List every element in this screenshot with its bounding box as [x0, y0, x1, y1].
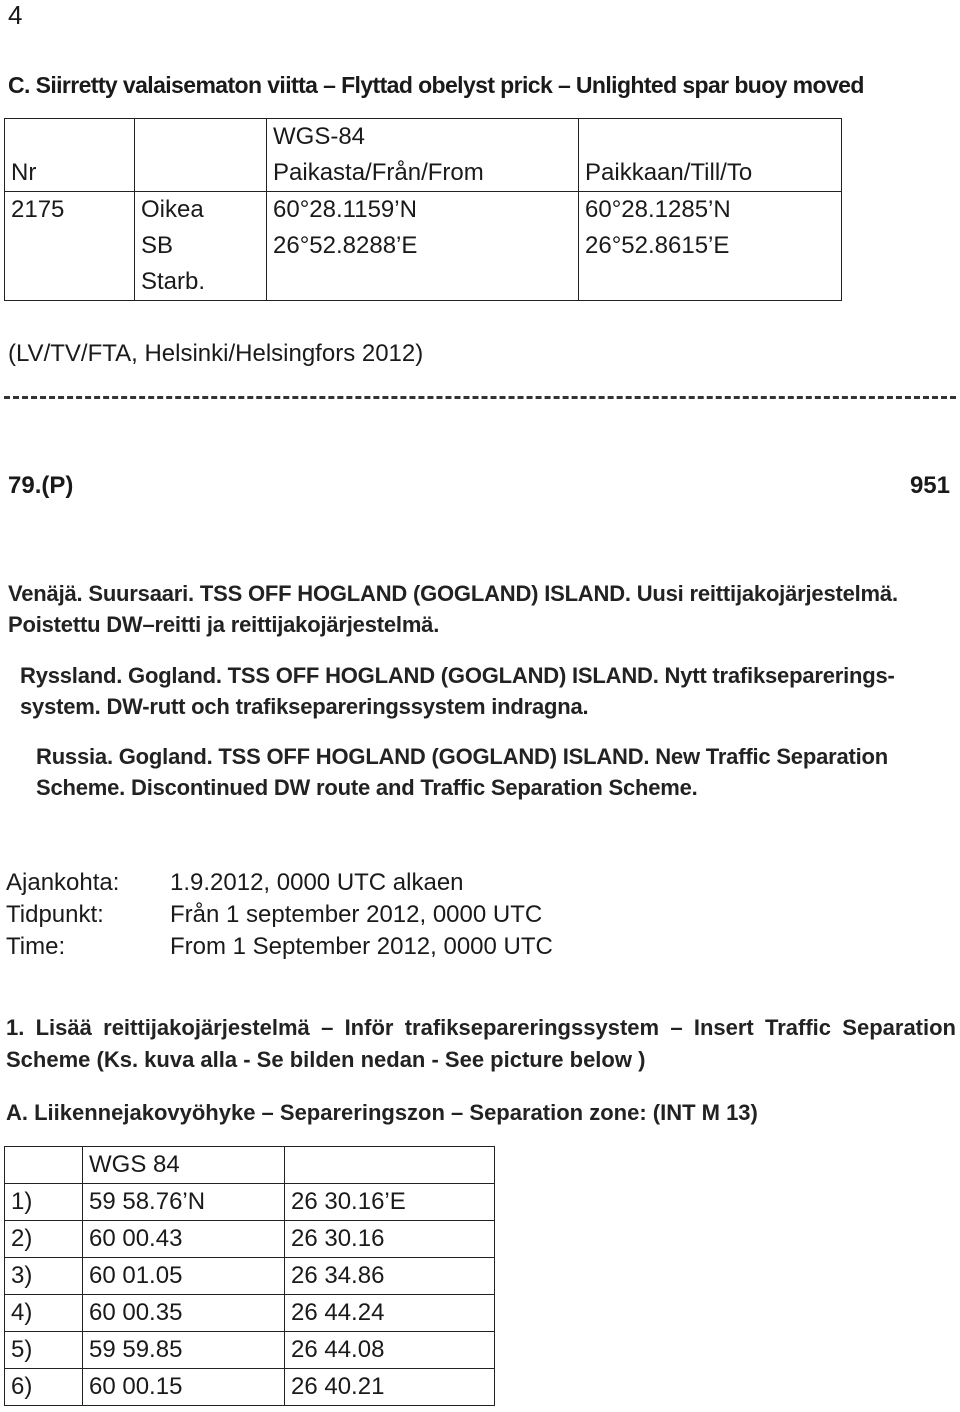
- time-row: [0, 931, 960, 963]
- buoy-position-table: [4, 118, 842, 301]
- table-cell: [285, 1147, 495, 1184]
- paragraph-swedish: Ryssland. Gogland. TSS OFF HOGLAND (GOGLAND) ISLAND. Nytt trafiksepareringssystem. DW-rutt och trafiksepareringssystem indragna.: [20, 663, 895, 719]
- table-cell: [135, 155, 267, 192]
- section-c-title: C. Siirretty valaisematon viitta – Flyttad obelyst prick – Unlighted spar buoy moved: [8, 72, 864, 98]
- to-latitude: 60°28.1285’N: [579, 192, 842, 229]
- point-number: 3): [5, 1258, 83, 1295]
- time-row: [0, 867, 960, 899]
- paragraph-english: Russia. Gogland. TSS OFF HOGLAND (GOGLAND) ISLAND. New Traffic Separation Scheme. Discontinued DW route and Traffic Separation Scheme.: [36, 744, 889, 800]
- point-number: 6): [5, 1369, 83, 1406]
- point-longitude: 26 44.24: [285, 1295, 495, 1332]
- point-number: 1): [5, 1184, 83, 1221]
- nr-header: Nr: [5, 155, 135, 192]
- table-row: [5, 1184, 495, 1221]
- point-longitude: 26 30.16: [285, 1221, 495, 1258]
- paragraph-finnish: Venäjä. Suursaari. TSS OFF HOGLAND (GOGLAND) ISLAND. Uusi reittijakojärjestelmä. Poistettu DW–reitti ja reittijakojärjestelmä.: [8, 581, 898, 637]
- table-cell: [5, 228, 135, 264]
- dashed-separator: [4, 396, 956, 399]
- buoy-side: Starb.: [135, 264, 267, 301]
- buoy-side: Oikea: [135, 192, 267, 229]
- point-latitude: 60 00.43: [83, 1221, 285, 1258]
- page-number: 4: [8, 0, 23, 30]
- time-label: Time:: [6, 933, 66, 960]
- datum-header: WGS 84: [83, 1147, 285, 1184]
- table-cell: [5, 264, 135, 301]
- to-header: Paikkaan/Till/To: [579, 155, 842, 192]
- datum-header: WGS-84: [267, 119, 579, 156]
- table-row: [5, 1369, 495, 1406]
- table-cell: [5, 119, 135, 156]
- time-value: From 1 September 2012, 0000 UTC: [170, 933, 553, 960]
- from-longitude: 26°52.8288’E: [267, 228, 579, 264]
- time-row: [0, 899, 960, 931]
- point-longitude: 26 44.08: [285, 1332, 495, 1369]
- point-latitude: 59 58.76’N: [83, 1184, 285, 1221]
- time-value: 1.9.2012, 0000 UTC alkaen: [170, 869, 464, 896]
- point-latitude: 60 00.15: [83, 1369, 285, 1406]
- table-cell: [5, 1147, 83, 1184]
- notice-page: 951: [909, 472, 950, 499]
- point-longitude: 26 40.21: [285, 1369, 495, 1406]
- point-number: 5): [5, 1332, 83, 1369]
- table-cell: [579, 264, 842, 301]
- item-a-heading: A. Liikennejakovyöhyke – Separeringszon – Separation zone: (INT M 13): [6, 1100, 758, 1125]
- to-longitude: 26°52.8615’E: [579, 228, 842, 264]
- table-row: [5, 1332, 495, 1369]
- separation-zone-table: [4, 1146, 495, 1406]
- point-number: 2): [5, 1221, 83, 1258]
- point-number: 4): [5, 1295, 83, 1332]
- time-label: Tidpunkt:: [6, 901, 104, 928]
- item-1-instruction: 1. Lisää reittijakojärjestelmä – Inför trafiksepareringssystem – Insert Traffic Separation Scheme (Ks. kuva alla - Se bilden nedan - See picture below ): [6, 1015, 956, 1072]
- table-row: [5, 1221, 495, 1258]
- point-latitude: 60 01.05: [83, 1258, 285, 1295]
- table-row: [5, 1258, 495, 1295]
- point-latitude: 59 59.85: [83, 1332, 285, 1369]
- table-cell: [579, 119, 842, 156]
- from-header: Paikasta/Från/From: [267, 155, 579, 192]
- buoy-number: 2175: [5, 192, 135, 229]
- point-longitude: 26 34.86: [285, 1258, 495, 1295]
- time-value: Från 1 september 2012, 0000 UTC: [170, 901, 543, 928]
- table-cell: [135, 119, 267, 156]
- point-latitude: 60 00.35: [83, 1295, 285, 1332]
- notice-number: 79.(P): [8, 472, 74, 499]
- source-line: (LV/TV/FTA, Helsinki/Helsingfors 2012): [8, 340, 424, 367]
- buoy-side: SB: [135, 228, 267, 264]
- time-label: Ajankohta:: [6, 869, 120, 896]
- from-latitude: 60°28.1159’N: [267, 192, 579, 229]
- table-row: [5, 1295, 495, 1332]
- table-cell: [267, 264, 579, 301]
- point-longitude: 26 30.16’E: [285, 1184, 495, 1221]
